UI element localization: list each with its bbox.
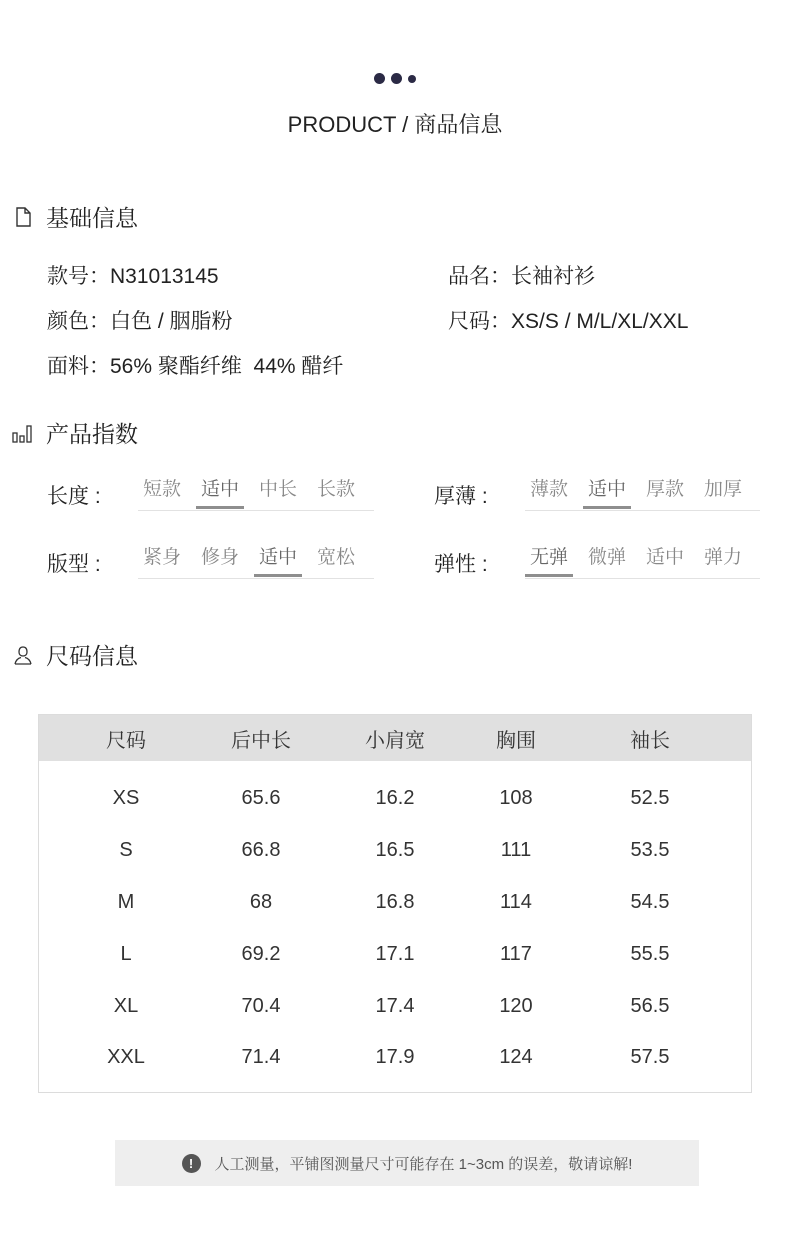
option-selected: 适中 — [254, 544, 302, 576]
person-icon — [12, 644, 34, 666]
section-product-index — [12, 416, 138, 449]
section-title: 基础信息 — [46, 205, 138, 231]
table-cell: S — [119, 839, 133, 862]
column-header: 尺码 — [106, 729, 146, 752]
option: 修身 — [201, 547, 240, 568]
size-table — [38, 714, 752, 1093]
table-cell: 111 — [500, 839, 532, 862]
note-text: 人工测量，平铺图测量尺寸可能存在 1~3cm 的误差，敬请谅解! — [214, 1155, 633, 1173]
attr-label-fit: 版型 : — [47, 548, 101, 578]
attr-options-fit — [138, 544, 374, 579]
column-header: 小肩宽 — [365, 729, 425, 752]
column-header: 袖长 — [630, 729, 670, 752]
table-cell: XXL — [107, 1046, 145, 1069]
table-cell: 70.4 — [241, 994, 281, 1017]
exclamation-icon: ! — [182, 1154, 201, 1173]
table-row — [39, 1032, 751, 1084]
column-header: 胸围 — [496, 729, 536, 752]
dot — [374, 73, 385, 84]
table-cell: 17.4 — [375, 994, 415, 1017]
option: 弹力 — [704, 547, 743, 568]
page-title: PRODUCT / 商品信息 — [287, 112, 503, 137]
document-icon — [12, 206, 34, 228]
option: 薄款 — [530, 479, 569, 500]
dot — [391, 73, 402, 84]
table-row — [39, 980, 751, 1032]
table-cell: 16.5 — [375, 839, 415, 862]
table-cell: 114 — [500, 890, 532, 913]
attr-label-thickness: 厚薄 : — [434, 480, 488, 510]
decorative-dots — [0, 73, 790, 84]
info-style-number: 款号 ： N31013145 — [47, 260, 219, 290]
attr-label-length: 长度 : — [47, 480, 101, 510]
table-cell: 124 — [499, 1046, 533, 1069]
table-row — [39, 773, 751, 825]
attr-options-elasticity — [525, 544, 760, 579]
option: 紧身 — [143, 547, 182, 568]
table-cell: 52.5 — [630, 787, 670, 810]
table-cell: 117 — [500, 942, 532, 965]
option-selected: 适中 — [196, 476, 244, 508]
table-cell: 17.1 — [375, 942, 415, 965]
table-cell: 17.9 — [375, 1046, 415, 1069]
table-cell: 66.8 — [241, 839, 281, 862]
bar-chart-icon — [12, 422, 34, 444]
section-title: 尺码信息 — [46, 643, 138, 669]
table-cell: L — [120, 942, 132, 965]
option: 适中 — [646, 547, 685, 568]
info-fabric: 面料 ： 56% 聚酯纤维 44% 醋纤 — [47, 350, 343, 380]
option: 微弹 — [588, 547, 627, 568]
attr-options-thickness — [525, 476, 760, 511]
info-product-name: 品名 ： 长袖衬衫 — [448, 260, 595, 290]
table-row — [39, 825, 751, 877]
table-body — [39, 761, 751, 1084]
option: 中长 — [259, 479, 298, 500]
table-cell: 16.8 — [375, 890, 415, 913]
table-cell: 71.4 — [241, 1046, 281, 1069]
table-cell: 68 — [249, 890, 273, 913]
table-header — [39, 715, 751, 761]
table-cell: 65.6 — [241, 787, 281, 810]
section-title: 产品指数 — [46, 421, 138, 447]
info-color: 颜色 ： 白色 / 胭脂粉 — [47, 305, 233, 335]
option: 宽松 — [317, 547, 356, 568]
option: 厚款 — [646, 479, 685, 500]
table-cell: 108 — [499, 787, 533, 810]
option-selected: 适中 — [583, 476, 631, 508]
table-cell: 54.5 — [630, 890, 670, 913]
table-cell: 57.5 — [630, 1046, 670, 1069]
table-cell: 56.5 — [630, 994, 670, 1017]
option: 加厚 — [704, 479, 743, 500]
table-row — [39, 928, 751, 980]
section-basic-info — [12, 200, 138, 233]
option: 短款 — [143, 479, 182, 500]
table-cell: XL — [113, 994, 139, 1017]
table-cell: 120 — [499, 994, 533, 1017]
table-cell: 55.5 — [630, 942, 670, 965]
option: 长款 — [317, 479, 356, 500]
info-size: 尺码 ： XS/S / M/L/XL/XXL — [448, 305, 688, 335]
column-header: 后中长 — [231, 729, 291, 752]
section-size-info — [12, 638, 138, 671]
table-cell: 69.2 — [241, 942, 281, 965]
table-cell: M — [117, 890, 135, 913]
measurement-note — [115, 1140, 699, 1186]
option-selected: 无弹 — [525, 544, 573, 576]
attr-options-length — [138, 476, 374, 511]
table-cell: XS — [112, 787, 140, 810]
attr-label-elasticity: 弹性 : — [434, 548, 488, 578]
table-cell: 16.2 — [375, 787, 415, 810]
table-cell: 53.5 — [630, 839, 670, 862]
table-row — [39, 877, 751, 929]
dot — [408, 75, 416, 83]
